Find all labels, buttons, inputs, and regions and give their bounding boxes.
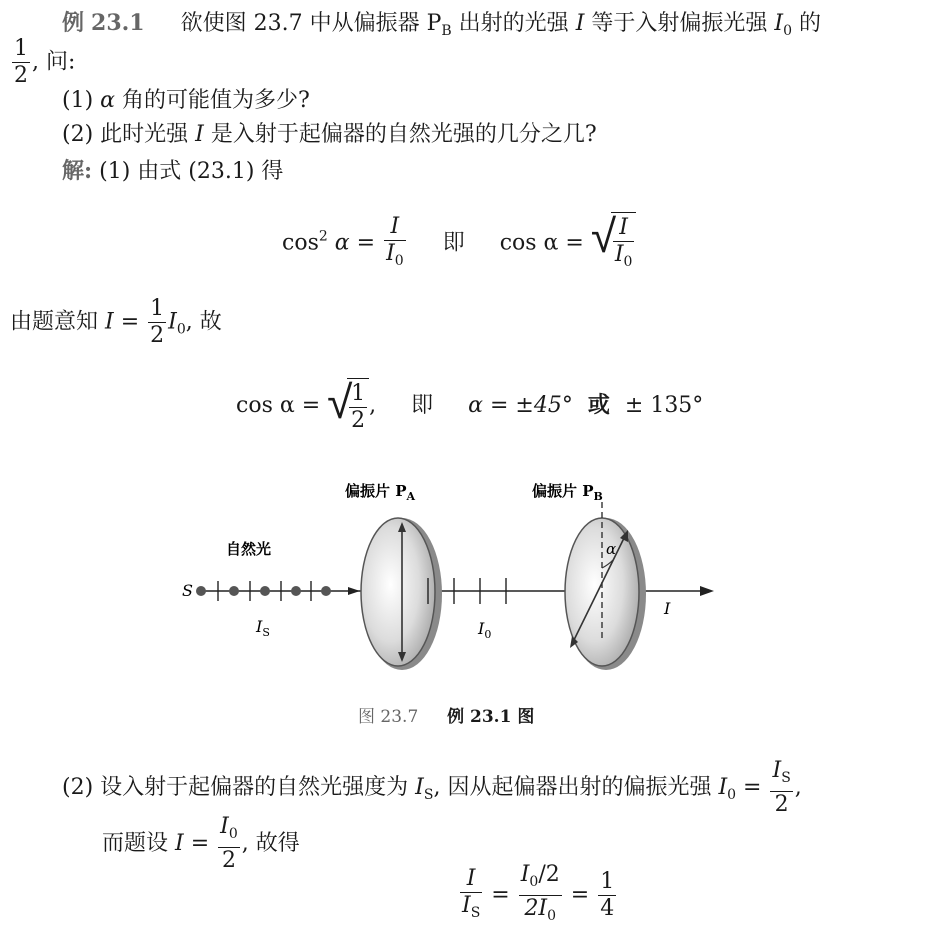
q-text: 角的可能值为多少?	[115, 88, 310, 113]
solution-line	[62, 156, 283, 187]
label-pa: 偏振片 $P_A$	[345, 482, 416, 503]
subscript: 0	[228, 826, 238, 842]
p2-text: 而题设	[102, 831, 175, 856]
label-source: S	[182, 581, 193, 600]
symbol: I	[386, 240, 395, 266]
numerator: I	[460, 866, 482, 893]
arrow-head-1	[348, 587, 360, 595]
q-prefix: (2) 此时光强	[62, 122, 196, 147]
solution-label: 解:	[62, 158, 93, 184]
label-alpha: α	[606, 540, 617, 558]
symbol: I	[195, 122, 204, 147]
solution-text: (1) 由式 (23.1) 得	[99, 159, 284, 184]
symbol: I	[105, 309, 114, 335]
caption-title: 例 23.1 图	[447, 707, 535, 727]
symbol: I	[718, 775, 728, 800]
fraction	[218, 814, 240, 874]
eq-text: cos	[282, 230, 319, 256]
p2-text: =	[183, 831, 217, 856]
figure-caption	[358, 702, 534, 727]
subscript: S	[470, 904, 481, 921]
symbol: I	[575, 11, 585, 36]
eq-text: cos α =	[499, 230, 591, 256]
subscript: 0	[529, 874, 539, 890]
numerator	[519, 862, 562, 896]
denominator	[460, 893, 482, 926]
square-root	[590, 209, 637, 275]
radical-sign: √	[590, 209, 617, 263]
dot	[196, 586, 206, 596]
statement-text: 欲使图 23.7 中从偏振器 P	[180, 11, 442, 36]
symbol: I	[774, 11, 784, 36]
subscript: 0	[547, 908, 557, 924]
symbol: I	[168, 309, 177, 335]
symbol: I	[415, 775, 424, 800]
numerator	[218, 814, 240, 848]
question-1	[62, 86, 310, 116]
symbol: 2I	[524, 896, 548, 921]
symbol: α	[334, 230, 350, 256]
equation-1	[282, 209, 636, 275]
numerator: 1	[14, 36, 28, 61]
dot	[291, 586, 301, 596]
final-equation	[458, 862, 618, 929]
q-text: 是入射于起偏器的自然光强的几分之几?	[203, 122, 597, 147]
subscript: 0	[783, 23, 793, 39]
given-line	[10, 296, 222, 349]
part2-line2	[102, 814, 300, 874]
problem-statement-line1	[62, 8, 821, 46]
label-pb: 偏振片 $P_B$	[532, 482, 603, 503]
eq-text: =	[563, 882, 597, 908]
polarizer-figure	[170, 472, 730, 682]
caption-fig: 图 23.7	[358, 707, 419, 727]
fraction	[460, 866, 482, 926]
radical-sign: √	[327, 375, 353, 429]
arrow-head-2	[700, 586, 714, 596]
symbol: I	[772, 758, 782, 783]
subscript: 0	[623, 254, 633, 270]
numerator: I	[613, 215, 635, 242]
symbol: I	[175, 831, 184, 856]
fraction	[598, 869, 616, 922]
symbol: α	[100, 88, 116, 113]
denominator	[384, 241, 406, 274]
subscript: S	[781, 770, 791, 786]
dot	[321, 586, 331, 596]
denominator	[519, 896, 562, 929]
equation-2	[236, 375, 704, 434]
symbol: I	[462, 892, 471, 918]
dot	[229, 586, 239, 596]
square-root	[327, 375, 369, 434]
statement-text: 出射的光强	[451, 11, 576, 36]
polarizer-a	[361, 518, 435, 666]
problem-statement-line2	[10, 36, 75, 89]
example-number: 23.1	[91, 10, 145, 36]
eq-text: 即	[411, 393, 434, 418]
numerator: 1	[600, 869, 615, 894]
denominator: 2	[351, 408, 366, 433]
p2-text: ,	[794, 775, 802, 800]
label-natural-light: 自然光	[226, 540, 272, 558]
subscript: S	[423, 787, 434, 803]
q-prefix: (1)	[62, 88, 101, 113]
eq-text: /2	[538, 862, 560, 887]
denominator: 2	[14, 63, 28, 88]
label-i0: $I_0$	[478, 619, 492, 641]
symbol: I	[520, 862, 530, 887]
subscript: 0	[394, 252, 404, 269]
label-is: $I_S$	[256, 617, 270, 639]
dot	[260, 586, 270, 596]
eq-text: =	[349, 230, 383, 256]
fraction	[384, 214, 406, 274]
numerator: 1	[150, 296, 165, 321]
symbol: I	[614, 242, 624, 267]
eq-text: ,	[369, 393, 377, 418]
subscript: 0	[727, 787, 737, 803]
eq-text: 即	[442, 230, 465, 256]
p2-text: (2) 设入射于起偏器的自然光强度为	[62, 775, 416, 800]
denominator: 2	[774, 792, 789, 817]
numerator: I	[384, 214, 406, 241]
denominator: 2	[150, 323, 165, 348]
fraction	[770, 758, 792, 818]
p2-text: , 故得	[241, 831, 300, 856]
eq-text: α = ±45°	[468, 393, 573, 418]
eq-text: cos α =	[236, 393, 328, 418]
label-i: I	[664, 599, 671, 618]
statement-text: , 问:	[32, 49, 76, 75]
p2-text: , 因从起偏器出射的偏振光强	[433, 775, 719, 800]
given-text: , 故	[185, 309, 222, 335]
denominator: 2	[221, 848, 236, 873]
numerator	[770, 758, 792, 792]
example-label: 例	[62, 10, 85, 36]
part2-line1	[62, 758, 802, 818]
given-text: =	[113, 309, 147, 335]
question-2	[62, 120, 597, 150]
eq-text: ± 135°	[624, 393, 704, 418]
given-text: 由题意知	[10, 309, 105, 335]
fraction-half	[12, 36, 30, 89]
numerator: 1	[351, 381, 366, 406]
denominator: 4	[600, 896, 615, 921]
symbol: I	[220, 814, 229, 839]
statement-text: 等于入射偏振光强	[584, 11, 775, 36]
fraction	[519, 862, 562, 929]
fraction	[148, 296, 166, 349]
eq-text: =	[484, 882, 517, 908]
subscript: 0	[176, 321, 186, 338]
statement-text: 的	[792, 11, 822, 36]
p2-text: =	[736, 775, 769, 800]
subscript: B	[441, 23, 452, 39]
eq-text: 或	[587, 392, 610, 418]
superscript: 2	[318, 228, 328, 245]
